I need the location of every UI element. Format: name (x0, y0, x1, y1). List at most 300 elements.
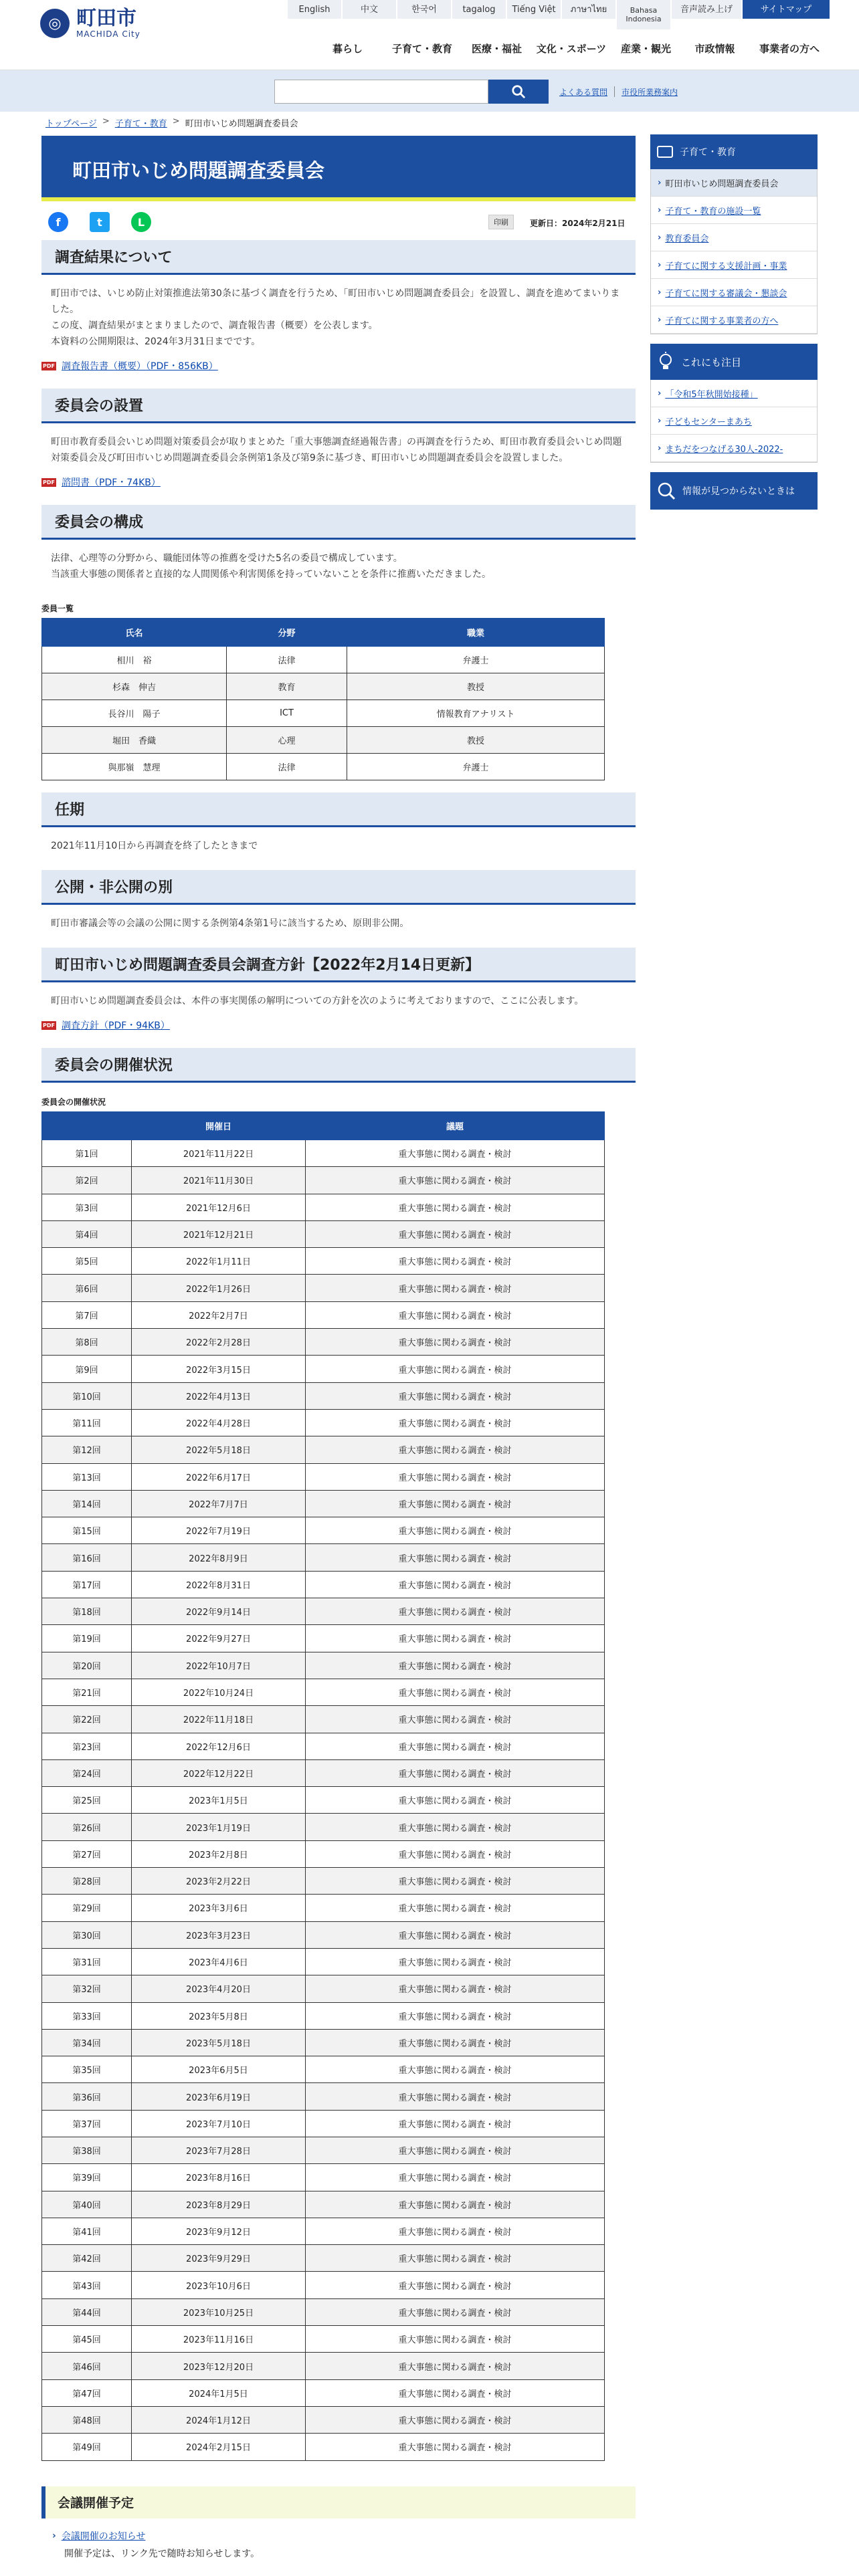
paragraph: 2021年11月10日から再調査を終了したときまで (51, 841, 258, 851)
sidebar-heading-label: 子育て・教育 (680, 147, 736, 158)
pdf-icon: PDF (41, 362, 56, 370)
table-caption: 委員一覧 (41, 604, 74, 613)
table-row (42, 1840, 605, 1867)
column-header: 開催日 (132, 1112, 306, 1140)
table-cell: 與那嶺 慧理 (42, 754, 227, 780)
table-row (42, 1409, 605, 1436)
section-heading: 任期 (41, 792, 636, 827)
gnav-item[interactable]: 文化・スポーツ (536, 43, 607, 55)
logo-name: 町田市 (76, 7, 136, 30)
table-cell: 重大事態に関わる調査・検討 (306, 1921, 605, 1948)
table-row (42, 1436, 605, 1463)
table-row (42, 1517, 605, 1544)
column-header: 職業 (347, 619, 605, 647)
table-row (42, 2326, 605, 2353)
paragraph: 法律、心理等の分野から、職能団体等の推薦を受けた5名の委員で構成しています。 (51, 553, 403, 564)
help-label: 情報が見つからないときは (682, 486, 795, 497)
schedule-link[interactable]: 会議開催のお知らせ (61, 2531, 146, 2542)
table-caption: 委員会の開催状況 (41, 1097, 106, 1107)
table-row (42, 1248, 605, 1275)
table-row (42, 2083, 605, 2110)
table-cell: 重大事態に関わる調査・検討 (306, 2379, 605, 2406)
table-cell: 重大事態に関わる調査・検討 (306, 2164, 605, 2191)
table-cell: 重大事態に関わる調査・検討 (306, 2002, 605, 2029)
section-heading: 委員会の構成 (41, 505, 636, 540)
sidebar-item-label: まちだをつなげる30人-2022- (665, 444, 783, 455)
breadcrumb-sep: > (172, 116, 180, 126)
share-bar (41, 201, 636, 240)
sidebar-item-label: 子育てに関する支援計画・事業 (665, 261, 787, 272)
paragraph: 町田市では、いじめ防止対策推進法第30条に基づく調査を行うため、「町田市いじめ問題調査委員会」を設置し、調査を進めてまいりました。 (51, 288, 620, 315)
gnav-item[interactable]: 暮らし (332, 43, 363, 55)
table-row (42, 1868, 605, 1895)
table-cell: 重大事態に関わる調査・検討 (306, 2272, 605, 2298)
table-cell: 第27回 (42, 1840, 132, 1867)
table-row (42, 1490, 605, 1517)
twitter-icon[interactable]: t (90, 212, 110, 232)
table-cell: 2022年7月19日 (132, 1517, 306, 1544)
table-cell: 2024年1月12日 (132, 2406, 306, 2433)
table-cell: 2022年5月18日 (132, 1436, 306, 1463)
site-logo[interactable] (40, 8, 140, 39)
site-header (0, 0, 859, 70)
sidebar-list (650, 169, 818, 334)
print-button[interactable]: 印刷 (488, 215, 514, 229)
table-cell: 第8回 (42, 1329, 132, 1356)
sidebar (650, 134, 818, 510)
table-cell: 第7回 (42, 1301, 132, 1328)
table-cell: 2023年7月10日 (132, 2110, 306, 2137)
sitemap-button[interactable]: サイトマップ (743, 0, 830, 19)
table-row (42, 2110, 605, 2137)
sidebar-item[interactable] (651, 306, 817, 334)
table-cell: 重大事態に関わる調査・検討 (306, 1571, 605, 1598)
table-cell: 第33回 (42, 2002, 132, 2029)
search-band (0, 70, 859, 112)
table-cell: 2022年9月27日 (132, 1625, 306, 1652)
table-row (42, 1167, 605, 1194)
table-row (42, 2002, 605, 2029)
sidebar-item[interactable] (651, 169, 817, 197)
table-cell: 第15回 (42, 1517, 132, 1544)
sidebar-item[interactable] (651, 197, 817, 224)
table-cell: 2022年10月24日 (132, 1679, 306, 1705)
table-cell: 第20回 (42, 1652, 132, 1679)
table-cell: 2021年12月21日 (132, 1220, 306, 1247)
table-cell: 2022年2月28日 (132, 1329, 306, 1356)
report-pdf-link[interactable]: 調査報告書（概要）（PDF・856KB） (62, 361, 218, 372)
table-cell: 2023年6月5日 (132, 2056, 306, 2083)
sidebar-item[interactable] (651, 251, 817, 279)
table-cell: 第23回 (42, 1733, 132, 1759)
table-cell: 第21回 (42, 1679, 132, 1705)
page-title-box (41, 136, 636, 201)
table-cell: 第40回 (42, 2191, 132, 2218)
lang-thai[interactable]: ภาษาไทย (562, 0, 615, 19)
table-cell: 重大事態に関わる調査・検討 (306, 1248, 605, 1275)
table-row (42, 1275, 605, 1301)
paragraph: この度、調査結果がまとまりましたので、調査報告書（概要）を公表します。 (51, 320, 378, 331)
table-row (42, 1652, 605, 1679)
gnav-item[interactable]: 医療・福祉 (471, 43, 522, 55)
table-row (42, 2434, 605, 2460)
sidebar-item[interactable] (651, 279, 817, 306)
policy-pdf-link[interactable]: 調査方針（PDF・94KB） (62, 1021, 170, 1031)
lang-indonesian[interactable]: Bahasa Indonesia (617, 0, 670, 29)
section-heading: 公開・非公開の別 (41, 870, 636, 905)
table-cell: 第24回 (42, 1759, 132, 1786)
table-cell: 心理 (227, 727, 347, 754)
faq-link[interactable]: よくある質問 (559, 88, 608, 97)
sidebar-item[interactable] (651, 380, 817, 407)
sidebar-item-label: 子育て・教育の施設一覧 (665, 206, 761, 217)
chevron-right-icon: › (658, 259, 662, 270)
lang-tagalog[interactable]: tagalog (452, 0, 506, 19)
table-row (42, 1759, 605, 1786)
table-row (42, 1140, 605, 1167)
table-cell: 2023年10月6日 (132, 2272, 306, 2298)
table-row (42, 2137, 605, 2163)
table-cell: 重大事態に関わる調査・検討 (306, 2245, 605, 2272)
table-cell: 2022年7月7日 (132, 1490, 306, 1517)
table-cell: 2022年12月6日 (132, 1733, 306, 1759)
table-cell: 2022年8月9日 (132, 1544, 306, 1571)
notice-heading-label: これにも注目 (681, 356, 742, 368)
gnav-item[interactable]: 子育て・教育 (391, 43, 452, 55)
paragraph: 本資料の公開期限は、2024年3月31日までです。 (51, 336, 261, 347)
divider (614, 86, 615, 97)
table-cell: 第29回 (42, 1895, 132, 1921)
table-row (42, 1356, 605, 1382)
chevron-right-icon: › (658, 205, 662, 215)
section-heading: 委員会の設置 (41, 389, 636, 423)
table-row (42, 2406, 605, 2433)
table-row (42, 1895, 605, 1921)
notice-list (650, 380, 818, 463)
sidebar-item[interactable] (651, 407, 817, 435)
table-cell: 第22回 (42, 1706, 132, 1733)
table-cell: 2023年10月25日 (132, 2298, 306, 2325)
table-cell: 教授 (347, 727, 605, 754)
table-cell: 2022年12月22日 (132, 1759, 306, 1786)
table-row (42, 2298, 605, 2325)
table-cell: 2022年3月15日 (132, 1356, 306, 1382)
table-cell: 2024年1月5日 (132, 2379, 306, 2406)
table-cell: 2023年1月5日 (132, 1787, 306, 1814)
table-cell: 第14回 (42, 1490, 132, 1517)
lang-vietnamese[interactable]: Tiếng Việt (507, 0, 561, 19)
table-cell: 第1回 (42, 1140, 132, 1167)
table-cell: 重大事態に関わる調査・検討 (306, 2029, 605, 2056)
table-cell: 2023年9月29日 (132, 2245, 306, 2272)
table-cell: 2023年8月16日 (132, 2164, 306, 2191)
table-row (42, 1679, 605, 1705)
table-row (42, 673, 605, 700)
table-row (42, 700, 605, 727)
column-header: 分野 (227, 619, 347, 647)
table-cell: 2023年5月18日 (132, 2029, 306, 2056)
chevron-right-icon: › (658, 388, 662, 399)
table-cell: 第37回 (42, 2110, 132, 2137)
table-cell: 重大事態に関わる調査・検討 (306, 1356, 605, 1382)
table-cell: 教育 (227, 673, 347, 700)
table-row (42, 2164, 605, 2191)
table-cell: 第45回 (42, 2326, 132, 2353)
inquiry-pdf-link[interactable]: 諮問書（PDF・74KB） (62, 477, 161, 488)
table-cell: 第16回 (42, 1544, 132, 1571)
table-cell: 弁護士 (347, 647, 605, 673)
help-button[interactable] (650, 472, 818, 510)
table-cell: 2022年1月26日 (132, 1275, 306, 1301)
main-content (41, 136, 636, 2560)
table-cell: 2024年2月15日 (132, 2434, 306, 2460)
lightbulb-icon (657, 352, 674, 372)
chevron-right-icon: › (658, 232, 662, 243)
table-cell: 2022年9月14日 (132, 1598, 306, 1625)
table-cell: 第48回 (42, 2406, 132, 2433)
table-cell: 2023年2月22日 (132, 1868, 306, 1895)
table-cell: 2022年2月7日 (132, 1301, 306, 1328)
table-row (42, 2379, 605, 2406)
table-cell: 重大事態に関わる調査・検討 (306, 2191, 605, 2218)
table-row (42, 2056, 605, 2083)
table-cell: 重大事態に関わる調査・検討 (306, 1544, 605, 1571)
section-heading: 会議開催予定 (41, 2486, 636, 2518)
table-cell: 重大事態に関わる調査・検討 (306, 1652, 605, 1679)
line-icon[interactable]: L (131, 212, 151, 232)
table-cell: 重大事態に関わる調査・検討 (306, 1733, 605, 1759)
breadcrumb-sep: > (102, 116, 110, 126)
table-cell: 重大事態に関わる調査・検討 (306, 2434, 605, 2460)
table-cell: 第42回 (42, 2245, 132, 2272)
table-cell: 重大事態に関わる調査・検討 (306, 2083, 605, 2110)
sidebar-item[interactable] (651, 435, 817, 462)
table-cell: 重大事態に関わる調査・検討 (306, 1706, 605, 1733)
table-cell: 重大事態に関わる調査・検討 (306, 1490, 605, 1517)
table-cell: 重大事態に関わる調査・検討 (306, 1301, 605, 1328)
table-cell: 第25回 (42, 1787, 132, 1814)
table-cell: 重大事態に関わる調査・検討 (306, 1840, 605, 1867)
table-cell: 重大事態に関わる調査・検討 (306, 2137, 605, 2163)
table-row (42, 1194, 605, 1220)
table-cell: 重大事態に関わる調査・検討 (306, 1975, 605, 2002)
facebook-icon[interactable]: f (48, 212, 68, 232)
table-cell: 重大事態に関わる調査・検討 (306, 1167, 605, 1194)
table-row (42, 1975, 605, 2002)
table-cell: 第26回 (42, 1814, 132, 1840)
section-heading: 調査結果について (41, 240, 636, 275)
table-cell: 第6回 (42, 1275, 132, 1301)
table-row (42, 754, 605, 780)
table-cell: 重大事態に関わる調査・検討 (306, 1948, 605, 1975)
table-cell: 法律 (227, 754, 347, 780)
office-guide-link[interactable]: 市役所業務案内 (622, 88, 678, 97)
breadcrumb-category[interactable]: 子育て・教育 (114, 119, 167, 129)
table-row (42, 727, 605, 754)
chevron-right-icon: › (658, 314, 662, 325)
paragraph: 町田市教育委員会いじめ問題対策委員会が取りまとめた「重大事態調査経過報告書」の再調査を行うため、町田市教育委員会いじめ問題対策委員会及び町田市いじめ問題調査委員会条例第1条及び第9条に基づき、町田市いじめ問題調査委員会を設置しました。 (51, 437, 622, 463)
sidebar-item-label: 子育てに関する審議会・懇談会 (665, 288, 787, 299)
table-cell: 2021年12月6日 (132, 1194, 306, 1220)
table-cell: 2021年11月22日 (132, 1140, 306, 1167)
table-row (42, 2353, 605, 2379)
table-cell: 2022年8月31日 (132, 1571, 306, 1598)
table-cell: 第18回 (42, 1598, 132, 1625)
table-cell: 重大事態に関わる調査・検討 (306, 2218, 605, 2244)
table-cell: 第39回 (42, 2164, 132, 2191)
search-icon (511, 84, 526, 99)
paragraph: 開催予定は、リンク先で随時お知らせします。 (64, 2548, 260, 2559)
lang-chinese[interactable]: 中文 (343, 0, 396, 19)
meetings-table (41, 1111, 605, 2461)
language-bar (288, 0, 830, 29)
table-cell: 第5回 (42, 1248, 132, 1275)
table-cell: 第46回 (42, 2353, 132, 2379)
sidebar-item[interactable] (651, 224, 817, 251)
gnav-item[interactable]: 事業者の方へ (759, 43, 820, 55)
table-cell: 2023年9月12日 (132, 2218, 306, 2244)
table-cell: 第19回 (42, 1625, 132, 1652)
section-heading: 町田市いじめ問題調査委員会調査方針【2022年2月14日更新】 (41, 948, 636, 982)
column-header: 氏名 (42, 619, 227, 647)
table-cell: 第43回 (42, 2272, 132, 2298)
table-cell: 重大事態に関わる調査・検討 (306, 1895, 605, 1921)
voice-reader-button[interactable]: 音声読み上げ (672, 0, 741, 19)
table-cell: 第12回 (42, 1436, 132, 1463)
lang-korean[interactable]: 한국어 (397, 0, 451, 19)
table-cell: 重大事態に関わる調査・検討 (306, 1329, 605, 1356)
table-cell: 重大事態に関わる調査・検討 (306, 1517, 605, 1544)
table-row (42, 1598, 605, 1625)
table-row (42, 2218, 605, 2244)
table-cell: 第35回 (42, 2056, 132, 2083)
table-cell: 第3回 (42, 1194, 132, 1220)
table-cell: 第17回 (42, 1571, 132, 1598)
logo-sub: MACHIDA City (76, 29, 140, 39)
table-cell: 第31回 (42, 1948, 132, 1975)
table-cell: 2022年4月28日 (132, 1409, 306, 1436)
page-title: 町田市いじめ問題調査委員会 (72, 159, 325, 182)
lang-english[interactable]: English (288, 0, 341, 19)
table-row (42, 1706, 605, 1733)
sidebar-heading (650, 134, 818, 169)
paragraph: 当該重大事態の関係者と直接的な人間関係や利害関係を持っていないことを条件に推薦いただきました。 (51, 569, 491, 580)
table-row (42, 1220, 605, 1247)
table-row (42, 1301, 605, 1328)
table-cell: 2023年5月8日 (132, 2002, 306, 2029)
table-cell: 第34回 (42, 2029, 132, 2056)
breadcrumb-current: 町田市いじめ問題調査委員会 (185, 119, 298, 129)
table-cell: 重大事態に関わる調査・検討 (306, 2353, 605, 2379)
table-cell: 重大事態に関わる調査・検討 (306, 1194, 605, 1220)
table-cell: 2021年11月30日 (132, 1167, 306, 1194)
table-cell: 2023年11月16日 (132, 2326, 306, 2353)
table-cell: 第11回 (42, 1409, 132, 1436)
table-cell: 法律 (227, 647, 347, 673)
table-cell: 第49回 (42, 2434, 132, 2460)
table-cell: 長谷川 陽子 (42, 700, 227, 727)
table-cell: 重大事態に関わる調査・検討 (306, 1220, 605, 1247)
table-cell: 堀田 香織 (42, 727, 227, 754)
table-cell: 2023年3月23日 (132, 1921, 306, 1948)
table-row (42, 1625, 605, 1652)
search-input[interactable] (274, 80, 488, 104)
table-row (42, 2272, 605, 2298)
table-cell: 2022年10月7日 (132, 1652, 306, 1679)
table-cell: 2023年2月8日 (132, 1840, 306, 1867)
table-cell: 重大事態に関わる調査・検討 (306, 1759, 605, 1786)
table-row (42, 1544, 605, 1571)
table-cell: 第44回 (42, 2298, 132, 2325)
table-cell: 2023年12月20日 (132, 2353, 306, 2379)
table-cell: 重大事態に関わる調査・検討 (306, 2406, 605, 2433)
notice-heading (650, 344, 818, 380)
table-cell: 重大事態に関わる調査・検討 (306, 1625, 605, 1652)
table-row (42, 1733, 605, 1759)
table-cell: 重大事態に関わる調査・検討 (306, 1275, 605, 1301)
table-cell: 弁護士 (347, 754, 605, 780)
section-heading: 委員会の開催状況 (41, 1048, 636, 1083)
table-cell: 重大事態に関わる調査・検討 (306, 1598, 605, 1625)
chevron-right-icon: › (658, 443, 662, 453)
table-row (42, 1921, 605, 1948)
table-cell: 重大事態に関わる調査・検討 (306, 1814, 605, 1840)
table-cell: 2022年6月17日 (132, 1463, 306, 1490)
table-cell: 2023年7月28日 (132, 2137, 306, 2163)
table-cell: 重大事態に関わる調査・検討 (306, 2056, 605, 2083)
breadcrumb-home[interactable]: トップページ (45, 119, 97, 129)
table-cell: 重大事態に関わる調査・検討 (306, 2326, 605, 2353)
paragraph: 町田市いじめ問題調査委員会は、本件の事実関係の解明についての方針を次のように考えておりますので、ここに公表します。 (51, 996, 584, 1006)
updated-date: 更新日：2024年2月21日 (530, 219, 626, 228)
table-row (42, 1382, 605, 1409)
table-cell: 第28回 (42, 1868, 132, 1895)
table-cell: 2023年1月19日 (132, 1814, 306, 1840)
global-nav (313, 41, 830, 56)
gnav-item[interactable]: 産業・観光 (620, 43, 671, 55)
table-cell: 第13回 (42, 1463, 132, 1490)
table-cell: 重大事態に関わる調査・検討 (306, 1140, 605, 1167)
table-cell: 相川 裕 (42, 647, 227, 673)
search-button[interactable] (488, 80, 549, 104)
column-header (42, 1112, 132, 1140)
table-cell: 第38回 (42, 2137, 132, 2163)
chevron-right-icon: › (52, 2530, 56, 2541)
table-row (42, 1463, 605, 1490)
column-header: 議題 (306, 1112, 605, 1140)
table-row (42, 647, 605, 673)
table-row (42, 1571, 605, 1598)
table-cell: 2022年1月11日 (132, 1248, 306, 1275)
chevron-right-icon: › (658, 177, 662, 188)
table-cell: 第30回 (42, 1921, 132, 1948)
table-cell: 重大事態に関わる調査・検討 (306, 2298, 605, 2325)
chevron-right-icon: › (658, 287, 662, 298)
pdf-icon: PDF (41, 478, 56, 487)
table-cell: 重大事態に関わる調査・検討 (306, 1868, 605, 1895)
table-row (42, 2029, 605, 2056)
table-cell: 第2回 (42, 1167, 132, 1194)
table-cell: 第10回 (42, 1382, 132, 1409)
table-cell: 第32回 (42, 1975, 132, 2002)
table-cell: 情報教育アナリスト (347, 700, 605, 727)
members-table (41, 618, 605, 780)
gnav-item[interactable]: 市政情報 (694, 43, 735, 55)
magnifier-icon (657, 481, 676, 500)
table-row (42, 1787, 605, 1814)
table-cell: 教授 (347, 673, 605, 700)
table-cell: 2023年4月20日 (132, 1975, 306, 2002)
